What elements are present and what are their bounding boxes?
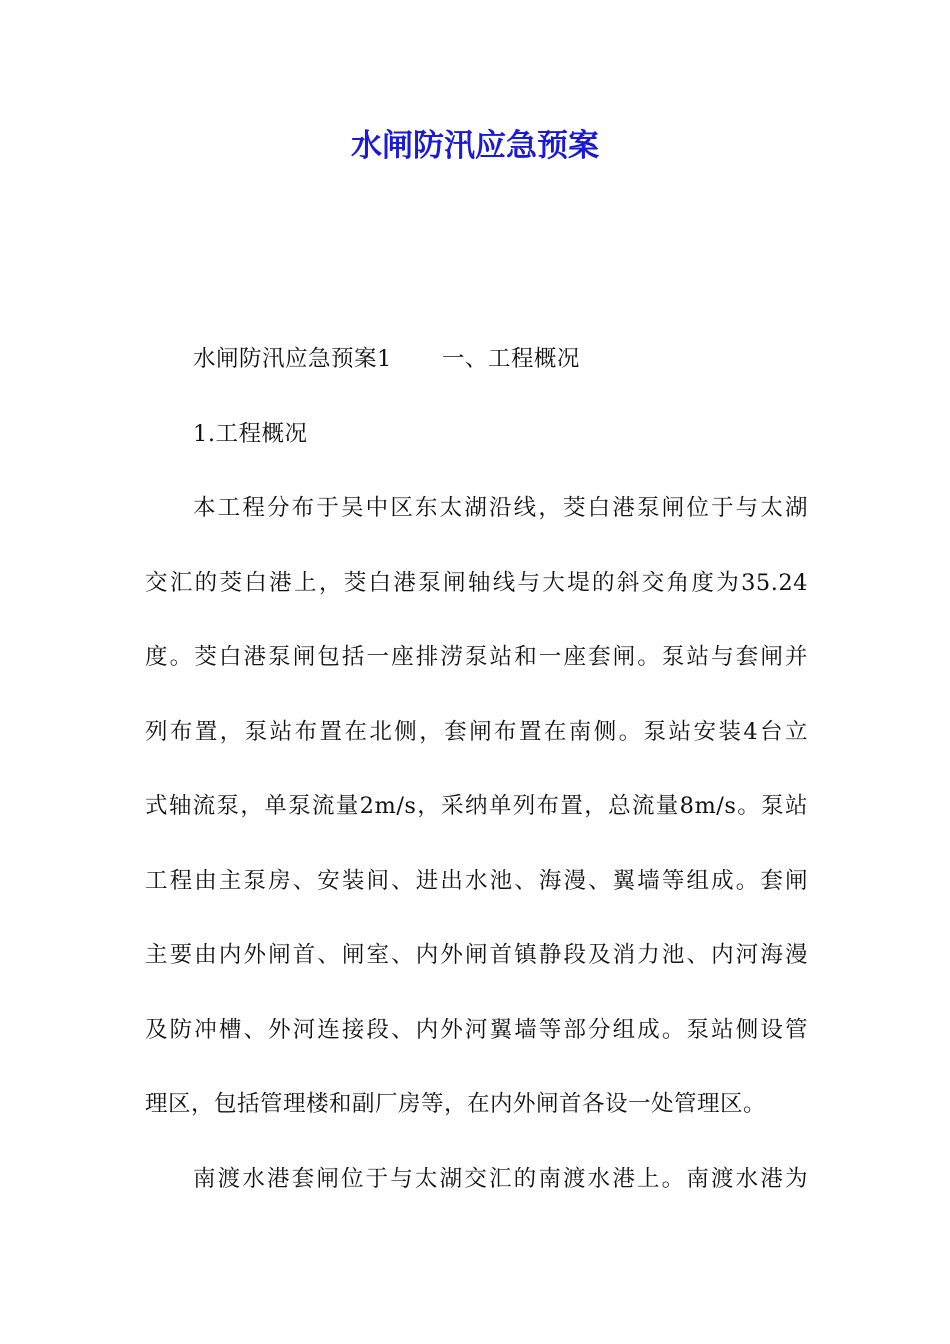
paragraph-line: 列布置，泵站布置在北侧，套闸布置在南侧。泵站安装4台立: [145, 719, 808, 745]
section-heading: [193, 346, 580, 373]
paragraph-line: 交汇的茭白港上，茭白港泵闸轴线与大堤的斜交角度为35.24: [145, 570, 808, 596]
section-heading-left: 水闸防汛应急预案1: [193, 346, 392, 372]
paragraph-line: 主要由内外闸首、闸室、内外闸首镇静段及消力池、内河海漫: [145, 942, 808, 968]
paragraph-line: 工程由主泵房、安装间、进出水池、海漫、翼墙等组成。套闸: [145, 868, 808, 894]
paragraph-line: 度。茭白港泵闸包括一座排涝泵站和一座套闸。泵站与套闸并: [145, 644, 808, 670]
subheading: 1.工程概况: [193, 421, 308, 447]
paragraph-line: 及防冲槽、外河连接段、内外河翼墙等部分组成。泵站侧设管: [145, 1017, 808, 1043]
section-heading-right: 一、工程概况: [441, 346, 580, 372]
paragraph-line: 南渡水港套闸位于与太湖交汇的南渡水港上。南渡水港为: [193, 1166, 808, 1192]
paragraph-line: 本工程分布于吴中区东太湖沿线，茭白港泵闸位于与太湖: [193, 495, 808, 521]
paragraph-line: 理区，包括管理楼和副厂房等，在内外闸首各设一处管理区。: [145, 1091, 767, 1117]
paragraph-line: 式轴流泵，单泵流量2m/s，采纳单列布置，总流量8m/s。泵站: [145, 793, 808, 819]
document-title: 水闸防汛应急预案: [351, 128, 599, 164]
